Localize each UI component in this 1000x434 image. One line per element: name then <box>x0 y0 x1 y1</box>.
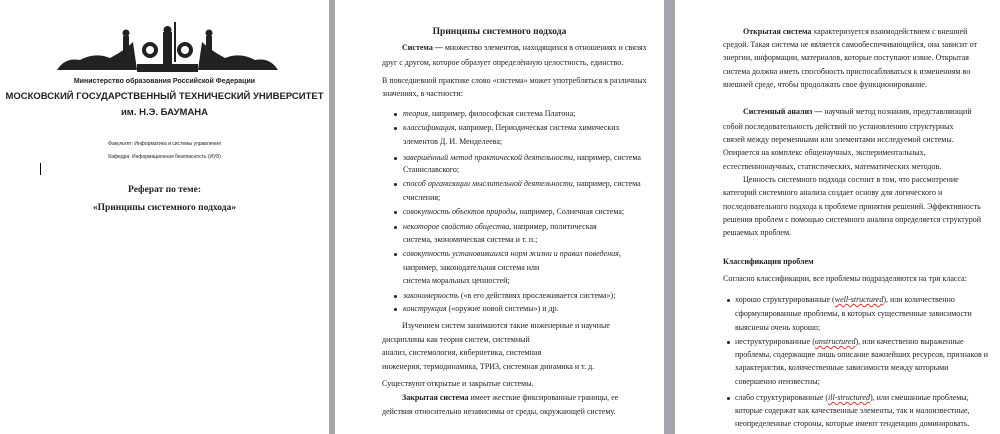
faculty-line: Факультет: Информатика и системы управления <box>108 141 221 147</box>
text-line <box>723 80 927 90</box>
bullet-item <box>403 249 621 259</box>
bullet-icon <box>727 299 730 302</box>
bullet-icon <box>394 253 397 256</box>
italic-term: способ организации мыслительной деятельности <box>403 179 573 188</box>
bold-term: Классификация проблем <box>723 257 814 266</box>
university-named-after: им. Н.Э. БАУМАНА <box>120 107 209 118</box>
text-segment: Изучением систем занимаются такие инженерные и научные <box>402 321 610 330</box>
bullet-item <box>403 123 620 133</box>
bullet-icon <box>394 157 397 160</box>
text-line <box>723 148 926 158</box>
page-3 <box>675 0 1000 434</box>
bullet-item <box>735 393 969 403</box>
bullet-icon <box>394 308 397 311</box>
text-segment: система должна иметь способность приспосабливаться к изменениям во <box>723 67 971 76</box>
bullet-icon <box>394 127 397 130</box>
text-line <box>723 228 791 238</box>
text-segment: Ценность системного подхода состоит в том, что рассмотрение <box>743 175 959 184</box>
bullet-item <box>735 337 964 347</box>
bullet-icon <box>394 183 397 186</box>
text-line <box>735 377 820 387</box>
text-segment: значениях, в частности: <box>382 89 463 98</box>
text-segment: инженерия, термодинамика, ТРИЗ, системная динамика и т. д. <box>382 362 595 371</box>
text-segment: решаемых проблем. <box>723 228 792 237</box>
text-line <box>723 257 814 267</box>
text-segment: проблемы, содержащие лишь описание важнейших ресурсов, признаков и <box>735 350 989 359</box>
text-line <box>402 393 618 403</box>
text-line <box>723 67 970 77</box>
text-segment: система моральных ценностей; <box>403 276 510 285</box>
text-line <box>735 406 970 416</box>
bullet-icon <box>394 113 397 116</box>
text-segment: ), или качественно выраженные <box>855 337 964 346</box>
text-segment: собой последовательность действий по установлению структурных <box>723 122 954 131</box>
university-name: МОСКОВСКИЙ ГОСУДАРСТВЕННЫЙ ТЕХНИЧЕСКИЙ УНИВЕРСИТЕТ <box>5 91 324 102</box>
text-line <box>382 335 530 345</box>
text-segment: средой. Такая система не является самообеспечивающейся, она зависит от <box>723 40 978 49</box>
bold-term: Принципы системного подхода <box>432 27 567 37</box>
text-segment: («в его действиях прослеживается система»); <box>458 291 616 300</box>
text-segment: которые содержат как качественные элементы, так и малоизвестные, <box>735 406 970 415</box>
bullet-icon <box>394 295 397 298</box>
text-segment: анализ, системология, кибернетика, системная <box>382 348 542 357</box>
text-segment: слабо структурированные ( <box>735 393 829 402</box>
text-line <box>743 107 972 117</box>
text-line <box>723 202 981 212</box>
ministry-name: Министерство образования Российской Федерации <box>73 78 256 85</box>
text-segment: , например, система <box>572 179 641 188</box>
bullet-item <box>403 304 559 314</box>
text-segment: ), или количественно <box>883 295 955 304</box>
text-line <box>403 165 459 175</box>
bullet-item <box>403 179 641 189</box>
text-segment: категорий системного анализа создает основу для логического и <box>723 188 943 197</box>
text-segment: , например, политическая <box>509 222 597 231</box>
text-segment: , например, Солнечная система; <box>515 207 625 216</box>
text-line <box>382 89 463 99</box>
text-line <box>403 263 539 273</box>
bullet-item <box>403 222 597 232</box>
bold-term: Системный анализ — <box>743 107 823 116</box>
text-line <box>723 122 954 132</box>
text-line <box>403 137 502 147</box>
bold-term: Закрытая система <box>402 393 469 402</box>
bullet-icon <box>727 341 730 344</box>
text-segment: («оружие новой системы») и др. <box>446 304 559 313</box>
text-line <box>735 363 948 373</box>
text-line <box>735 323 820 333</box>
text-segment: счисления; <box>403 193 441 202</box>
text-segment: например, законодательная система или <box>403 263 540 272</box>
page-2 <box>335 0 664 434</box>
text-line <box>723 53 969 63</box>
text-segment: хорошо структурированные ( <box>735 295 835 304</box>
text-segment: Существуют открытые и закрытые системы. <box>382 379 534 388</box>
text-segment: Станиславского; <box>403 165 460 174</box>
text-segment: , например, Периодическая система химических <box>454 123 620 132</box>
bullet-item <box>403 207 624 217</box>
department-line: Кафедра: Информационная безопасность (ИУ8) <box>108 154 221 160</box>
text-segment: действия относительно независимы от среды, окружающей систему. <box>382 407 616 416</box>
text-segment: выяснены очень хорошо; <box>735 323 821 332</box>
bullet-item <box>735 295 955 305</box>
text-cursor <box>40 163 41 175</box>
text-segment: неопределенные стороны, которые имеют тенденцию доминировать. <box>735 419 970 428</box>
text-segment: Опирается на комплекс общенаучных, экспериментальных, <box>723 148 926 157</box>
italic-term: классификация <box>403 123 455 132</box>
text-segment: ), или смешанные проблемы, <box>869 393 969 402</box>
english-term: unstructured <box>814 337 856 346</box>
text-line <box>402 43 647 53</box>
text-line <box>735 309 972 319</box>
bullet-item <box>403 153 641 163</box>
page-1-title-page <box>0 0 329 434</box>
text-segment: Согласно классификации, все проблемы подразделяются на три класса: <box>723 274 967 283</box>
italic-term: теория <box>403 109 428 118</box>
english-term: well-structured <box>834 295 884 304</box>
italic-term: совокупность объектов природы <box>403 207 516 216</box>
essay-label: Реферат по теме: <box>128 185 201 195</box>
text-line <box>723 274 967 284</box>
text-line <box>403 276 510 286</box>
bullet-icon <box>727 397 730 400</box>
text-line <box>403 193 440 203</box>
text-line <box>735 419 970 429</box>
italic-term: конструкция <box>403 304 447 313</box>
text-line <box>743 27 967 37</box>
text-segment: имеет жесткие фиксированные границы, ее <box>468 393 619 402</box>
text-segment: внешней среде, чтобы продолжать свое функционирование. <box>723 80 927 89</box>
bullet-item <box>403 291 615 301</box>
essay-title: «Принципы системного подхода» <box>92 203 237 213</box>
text-segment: система, экономическая система и т. п.; <box>403 235 538 244</box>
text-segment: , например, философская система Платона; <box>427 109 576 118</box>
bold-term: Система — <box>402 43 443 52</box>
text-segment: естественнонаучных, статистических, математических методов. <box>723 162 942 171</box>
text-segment: сформулированные проблемы, в которых существенные зависимости <box>735 309 972 318</box>
text-segment: решения проблем с помощью системного анализа определяется структурой <box>723 215 981 224</box>
text-line <box>403 235 537 245</box>
italic-term: некоторое свойство общества <box>403 222 510 231</box>
text-segment: последовательного подхода к проблеме принятия решений. Эффективность <box>723 202 981 211</box>
text-line <box>743 175 959 185</box>
text-line <box>382 379 534 389</box>
bullet-item <box>403 109 575 119</box>
text-line <box>723 135 954 145</box>
text-line <box>402 321 610 331</box>
text-segment: энергии, информации, материалов, которые поступают извне. Открытая <box>723 53 969 62</box>
italic-term: закономерность <box>403 291 459 300</box>
text-segment: множество элементов, находящихся в отношениях и связях <box>442 43 647 52</box>
text-segment: друг с другом, которое образует определённую целостность, единство. <box>382 58 624 67</box>
university-logo-image <box>55 22 280 74</box>
text-line <box>723 162 941 172</box>
text-segment: , например, система <box>573 153 641 162</box>
bullet-icon <box>394 211 397 214</box>
english-term: ill-structured <box>828 393 870 402</box>
bold-term: Открытая система <box>743 27 812 36</box>
bullet-icon <box>394 226 397 229</box>
italic-term: совокупность установившихся норм жизни и правил поведения <box>403 249 619 258</box>
text-segment: неструктурированные ( <box>735 337 815 346</box>
text-segment: характеристик, количественные зависимости между которыми <box>735 363 949 372</box>
text-segment: совершенно неизвестны; <box>735 377 820 386</box>
text-segment: элементов Д. И. Менделеева; <box>403 137 503 146</box>
text-line <box>382 348 541 358</box>
text-line <box>723 40 977 50</box>
text-segment: связей между переменными или элементами исследуемой системы. <box>723 135 954 144</box>
text-segment: , <box>618 249 621 258</box>
italic-term: завершённый метод практической деятельности <box>403 153 573 162</box>
text-segment: дисциплины как теория систем, системный <box>382 335 530 344</box>
text-line <box>382 76 647 86</box>
text-segment: В повседневной практике слово «система» может употребляться в различных <box>382 76 647 85</box>
text-segment: научный метод познания, представляющий <box>822 107 972 116</box>
text-line <box>382 407 616 417</box>
text-line <box>723 215 981 225</box>
text-line <box>735 350 988 360</box>
text-line <box>723 188 942 198</box>
text-line <box>382 58 623 68</box>
section-heading <box>335 27 664 37</box>
text-line <box>382 362 594 372</box>
text-segment: характеризуется взаимодействием с внешней <box>811 27 968 36</box>
